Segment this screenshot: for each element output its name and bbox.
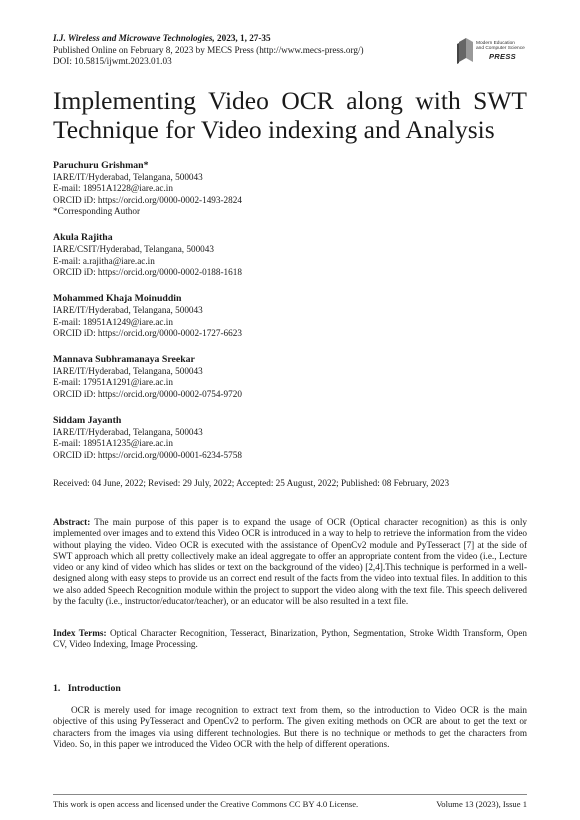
logo-line-1: Modern Education — [476, 41, 515, 46]
author-affiliation: IARE/IT/Hyderabad, Telangana, 500043 — [53, 304, 203, 315]
doi: DOI: 10.5815/ijwmt.2023.01.03 — [53, 56, 172, 66]
corresponding-author-note: *Corresponding Author — [53, 206, 141, 217]
submission-dates: Received: 04 June, 2022; Revised: 29 July, 2022; Accepted: 25 August, 2022; Published: 08 February, 2023 — [53, 478, 450, 488]
author-block — [53, 415, 527, 461]
author-email: E-mail: 18951A1235@iare.ac.in — [53, 438, 173, 449]
author-email: E-mail: 18951A1228@iare.ac.in — [53, 183, 173, 194]
abstract-label: Abstract: — [53, 517, 91, 527]
author-name: Mannava Subhramanaya Sreekar — [53, 354, 195, 366]
author-affiliation: IARE/IT/Hyderabad, Telangana, 500043 — [53, 171, 203, 182]
journal-name: I.J. Wireless and Microwave Technologies, — [53, 33, 215, 43]
author-affiliation: IARE/CSIT/Hyderabad, Telangana, 500043 — [53, 244, 214, 255]
author-email: E-mail: a.rajitha@iare.ac.in — [53, 255, 155, 266]
author-affiliation: IARE/IT/Hyderabad, Telangana, 500043 — [53, 426, 203, 437]
paper-title: Implementing Video OCR along with SWT Technique for Video indexing and Analysis — [53, 86, 527, 144]
author-block — [53, 160, 527, 218]
author-orcid: ORCID iD: https://orcid.org/0000-0002-1727-6623 — [53, 328, 242, 339]
logo-press: PRESS — [489, 52, 516, 61]
author-email: E-mail: 17951A1291@iare.ac.in — [53, 377, 173, 388]
index-terms-label: Index Terms: — [53, 628, 107, 638]
author-orcid: ORCID iD: https://orcid.org/0000-0002-0754-9720 — [53, 389, 242, 399]
author-affiliation: IARE/IT/Hyderabad, Telangana, 500043 — [53, 365, 203, 376]
abstract — [53, 517, 527, 607]
footer-divider — [53, 794, 527, 795]
section-heading: 1. Introduction — [53, 683, 121, 694]
logo-line-2: and Computer Science — [476, 46, 525, 52]
author-orcid: ORCID iD: https://orcid.org/0000-0002-1493-2824 — [53, 194, 242, 205]
index-terms — [53, 628, 527, 651]
publication-note: Published Online on February 8, 2023 by MECS Press (http://www.mecs-press.org/) — [53, 44, 364, 55]
author-list — [53, 160, 527, 476]
author-name: Akula Rajitha — [53, 232, 113, 244]
abstract-text: The main purpose of this paper is to expand the usage of OCR (Optical character recognition) as this is only implemented over images and to extend this Video OCR is introduced in a way to help to retrieve the information from the video without playing the video. Video OCR is executed with the assistance of OpenCv2 module and PyTesseract [7] at the side of SWT approach which all pretty collectively make an ideal aggregate to offer an appropriate content from the video (i.e., Lecture video or any kind of video which has slides or text on the background of the video) [2,4].This technique is performed in a well-designed along with easy steps to provide us an correct end result of the facts from the video into textual files. In addition to this we also added Speech Recognition module within the project to support the video along with the text file. This speech delivered by the faculty (i.e., instructor/educator/teacher), or an educator will be also resulted in a text file. — [53, 517, 527, 607]
journal-header — [53, 33, 364, 68]
author-name: Siddam Jayanth — [53, 415, 122, 427]
author-orcid: ORCID iD: https://orcid.org/0000-0001-6234-5758 — [53, 449, 242, 460]
journal-issue: 2023, 1, 27-35 — [214, 33, 271, 43]
book-icon — [456, 36, 476, 66]
author-email: E-mail: 18951A1249@iare.ac.in — [53, 316, 173, 327]
footer-volume: Volume 13 (2023), Issue 1 — [436, 799, 527, 809]
logo-text — [476, 41, 525, 51]
section-body: OCR is merely used for image recognition to extract text from them, so the introduction to Video OCR is the main objective of this using PyTesseract and OpenCv2 to perform. The given exiting methods on OCR are about to get the text or characters from the images via using different technologies. But there is no technique or methods to get the characters from Video. So, in this paper we introduced the Video OCR with the help of different operations. — [53, 705, 527, 750]
author-name: Mohammed Khaja Moinuddin — [53, 293, 182, 305]
footer-license: This work is open access and licensed under the Creative Commons CC BY 4.0 License. — [53, 799, 359, 809]
author-orcid: ORCID iD: https://orcid.org/0000-0002-0188-1618 — [53, 267, 242, 278]
mecs-press-logo — [456, 32, 532, 68]
author-block — [53, 293, 527, 339]
journal-citation — [53, 33, 364, 45]
author-block — [53, 354, 527, 400]
index-terms-text: Optical Character Recognition, Tesseract, Binarization, Python, Segmentation, Stroke Width Transform, Open CV, Video Indexing, Image Processing. — [53, 628, 527, 650]
author-name: Paruchuru Grishman* — [53, 160, 149, 171]
author-block — [53, 232, 527, 278]
